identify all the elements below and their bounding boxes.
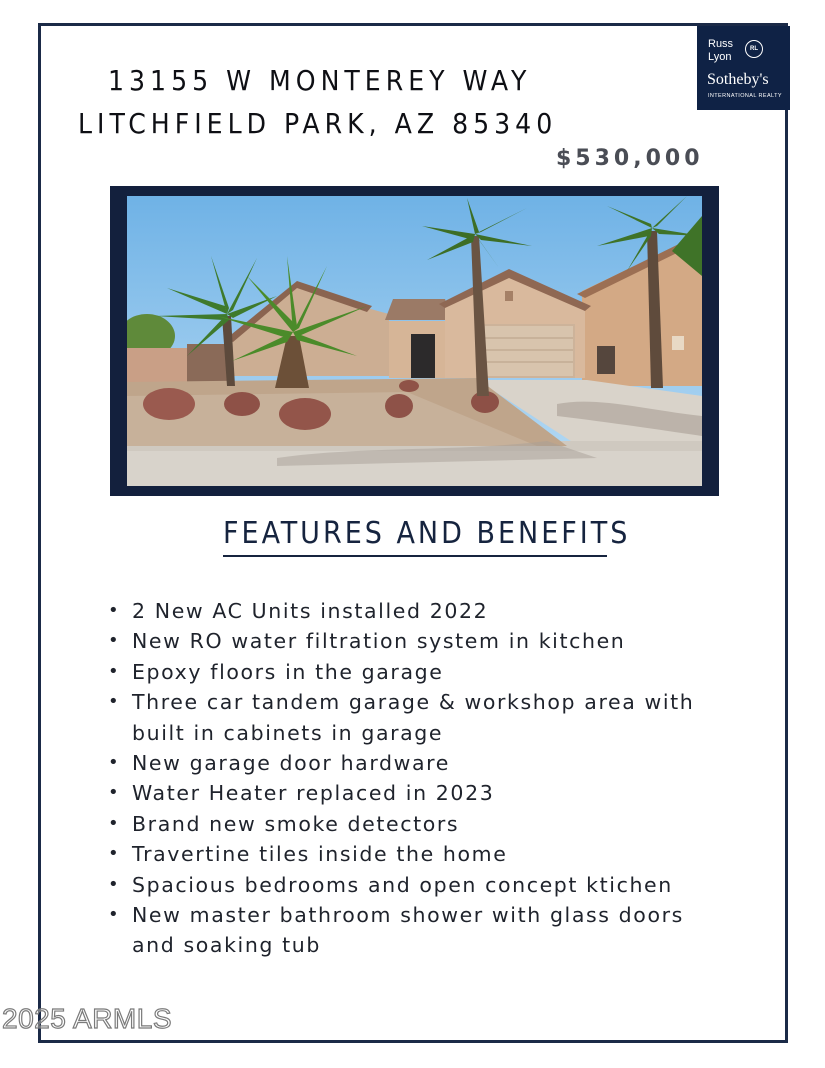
property-photo-frame (110, 186, 719, 496)
feature-item: • Spacious bedrooms and open concept ktichen (108, 870, 728, 900)
property-photo (127, 196, 702, 486)
feature-item: • Water Heater replaced in 2023 (108, 778, 728, 808)
logo-seal-icon: RL (745, 40, 763, 58)
logo-subtitle: INTERNATIONAL REALTY (708, 93, 782, 99)
feature-item: • Three car tandem garage & workshop area with built in cabinets in garage (108, 687, 728, 748)
features-list (108, 596, 728, 961)
brokerage-logo (697, 26, 790, 110)
features-heading: FEATURES AND BENEFITS (223, 516, 631, 551)
address-line-2: LITCHFIELD PARK, AZ 85340 (78, 107, 558, 140)
house-photo-illustration (127, 196, 702, 486)
feature-item: • Brand new smoke detectors (108, 809, 728, 839)
feature-item: • Epoxy floors in the garage (108, 657, 728, 687)
feature-item: • New garage door hardware (108, 748, 728, 778)
feature-item: • New master bathroom shower with glass doors and soaking tub (108, 900, 728, 961)
logo-russ-lyon: Russ Lyon (708, 38, 734, 63)
address-line-1: 13155 W MONTEREY WAY (108, 64, 532, 97)
logo-brand: Sotheby's (707, 71, 769, 88)
mls-watermark: 2025 ARMLS (2, 1003, 172, 1034)
listing-price: $530,000 (556, 146, 704, 171)
feature-item: • New RO water filtration system in kitchen (108, 626, 728, 656)
feature-item: • 2 New AC Units installed 2022 (108, 596, 728, 626)
feature-item: • Travertine tiles inside the home (108, 839, 728, 869)
heading-underline (223, 555, 607, 557)
